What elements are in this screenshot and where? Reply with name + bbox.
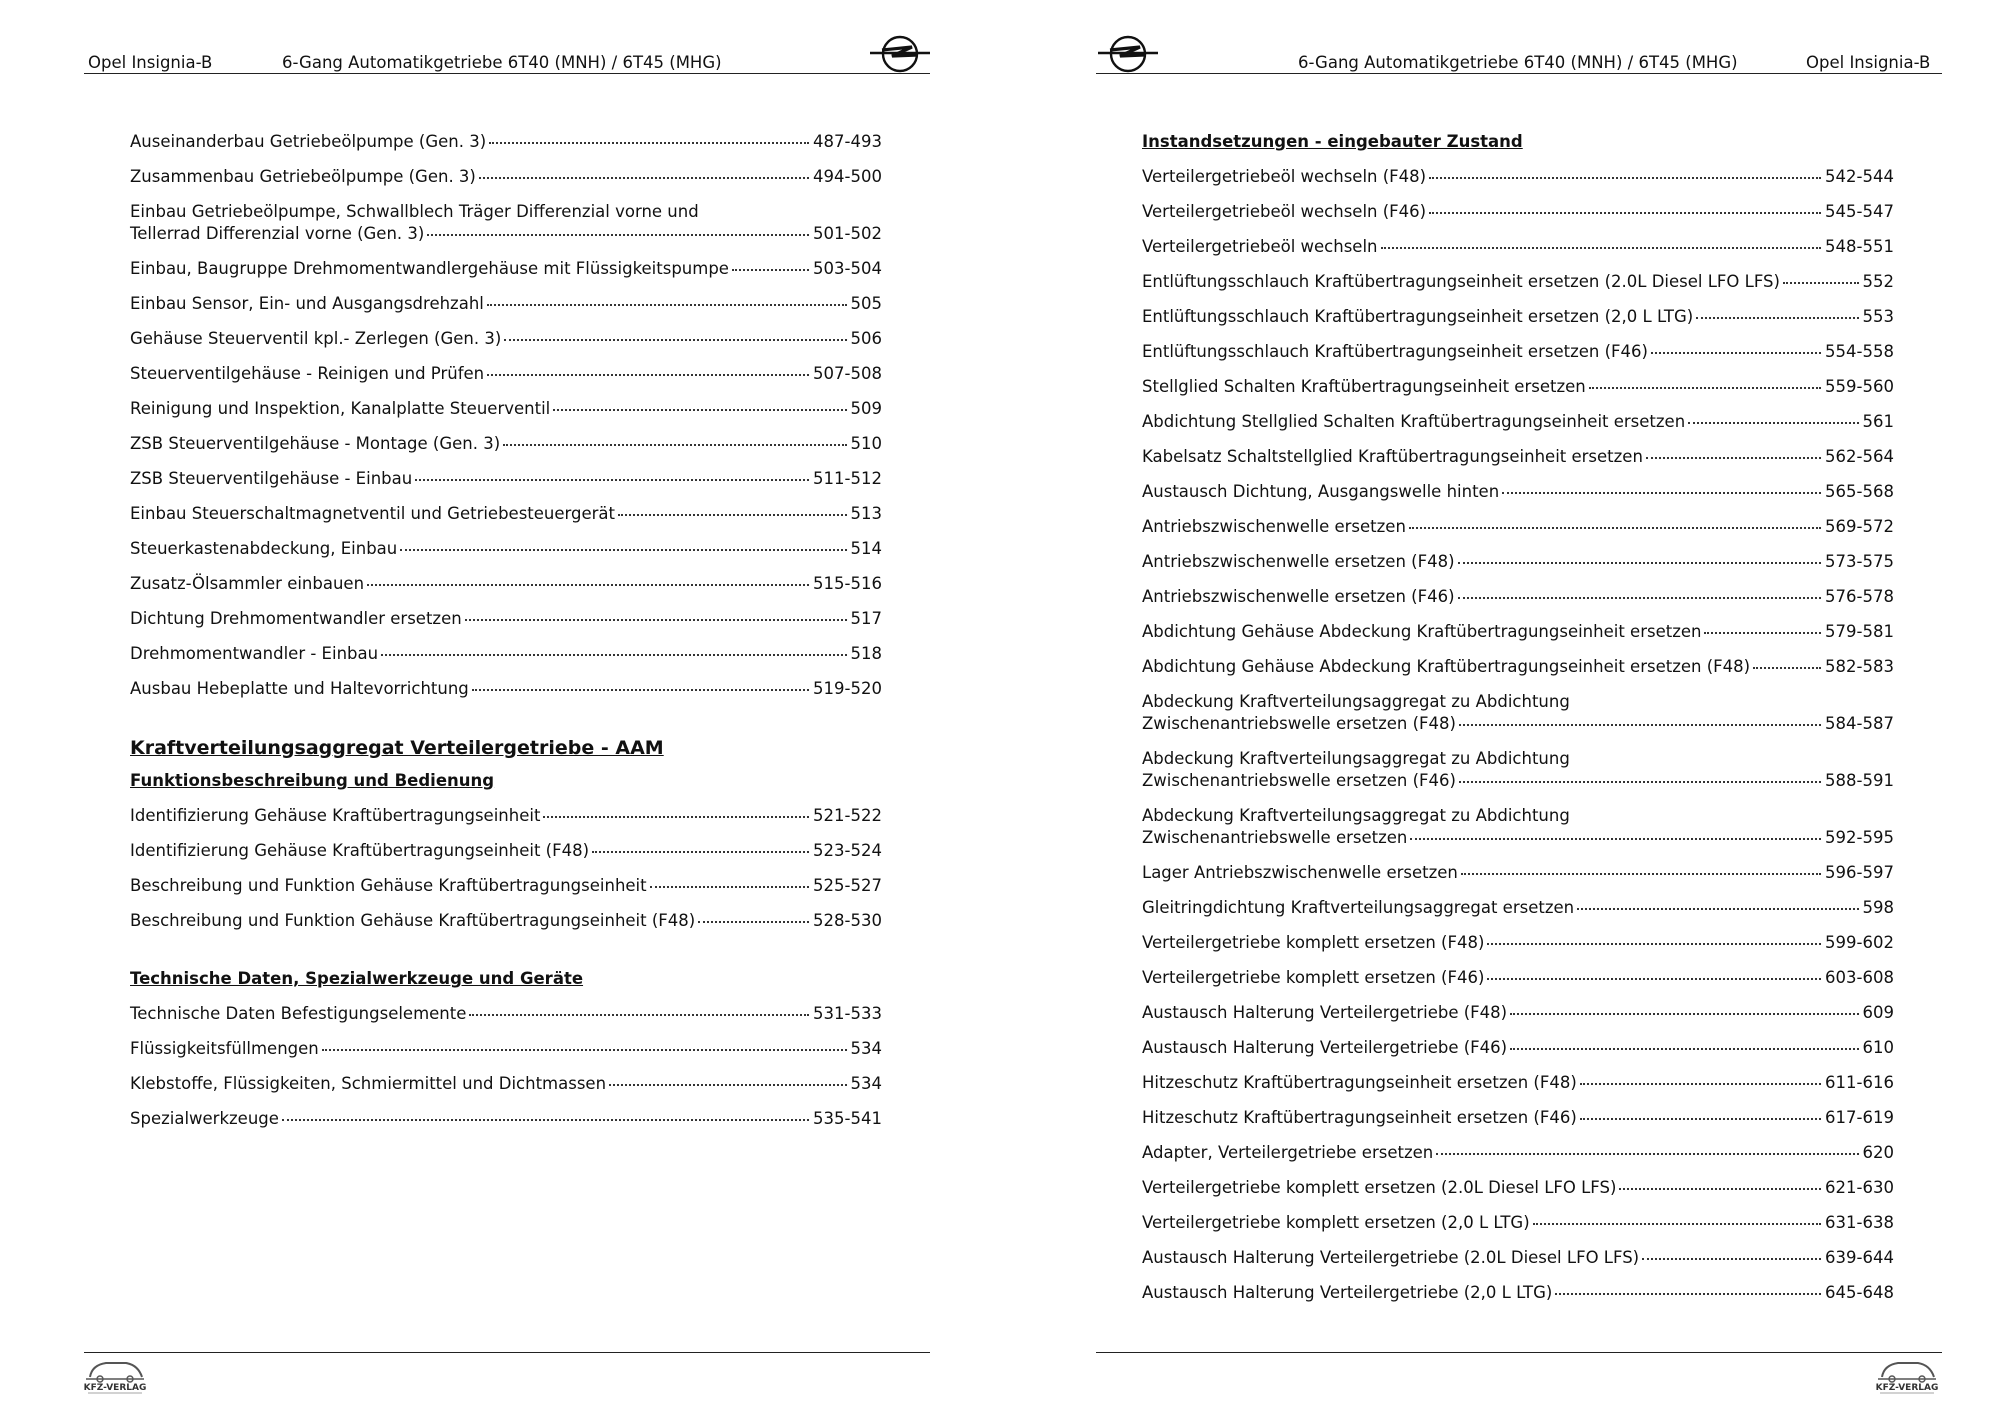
toc-entry-title: Verteilergetriebeöl wechseln — [1142, 237, 1378, 256]
header-title: 6-Gang Automatikgetriebe 6T40 (MNH) / 6T45 (MHG) — [282, 53, 722, 72]
toc-entry-title: Verteilergetriebe komplett ersetzen (F46) — [1142, 968, 1485, 987]
dot-leader — [1646, 457, 1821, 459]
toc-entry-pages: 506 — [850, 329, 882, 348]
section-heading-tech: Technische Daten, Spezialwerkzeuge und Geräte — [130, 969, 584, 988]
dot-leader — [1459, 781, 1821, 783]
toc-entry-title: Zwischenantriebswelle ersetzen (F48) — [1142, 714, 1456, 733]
toc-entry[interactable] — [130, 293, 882, 315]
dot-leader — [400, 549, 846, 551]
dot-leader — [592, 851, 809, 853]
toc-entry[interactable] — [1142, 1142, 1894, 1164]
toc-entry[interactable] — [130, 1073, 882, 1095]
toc-entry-pages: 579-581 — [1825, 622, 1894, 641]
toc-entry-title: Entlüftungsschlauch Kraftübertragungseinheit ersetzen (2,0 L LTG) — [1142, 307, 1694, 326]
toc-entry-pages: 518 — [850, 644, 882, 663]
toc-entry-pages: 494-500 — [813, 167, 882, 186]
toc-entry-pages: 611-616 — [1825, 1073, 1894, 1092]
footer-rule — [1096, 1352, 1942, 1353]
dot-leader — [472, 689, 809, 691]
toc-entry[interactable] — [1142, 341, 1894, 363]
kfz-logo-text: KFZ-VERLAG — [83, 1383, 147, 1393]
toc-entry[interactable] — [130, 328, 882, 350]
toc-entry-title: Verteilergetriebe komplett ersetzen (F48) — [1142, 933, 1485, 952]
opel-logo-icon — [1096, 33, 1160, 73]
toc-entry-pages: 528-530 — [813, 911, 882, 930]
toc-entry-title: Hitzeschutz Kraftübertragungseinheit ersetzen (F46) — [1142, 1108, 1577, 1127]
toc-group-tech — [130, 1003, 882, 1130]
section-heading-func: Funktionsbeschreibung und Bedienung — [130, 771, 495, 790]
toc-entry-pages: 534 — [850, 1039, 882, 1058]
dot-leader — [732, 269, 809, 271]
toc-entry-title: Entlüftungsschlauch Kraftübertragungseinheit ersetzen (F46) — [1142, 342, 1648, 361]
toc-entry-pages: 521-522 — [813, 806, 882, 825]
toc-entry-pages: 598 — [1862, 898, 1894, 917]
toc-entry[interactable] — [1142, 271, 1894, 293]
dot-leader — [1555, 1293, 1821, 1295]
toc-entry-pages: 573-575 — [1825, 552, 1894, 571]
toc-entry-title: Identifizierung Gehäuse Kraftübertragungseinheit (F48) — [130, 841, 590, 860]
toc-entry-title: Austausch Dichtung, Ausgangswelle hinten — [1142, 482, 1500, 501]
header-title: 6-Gang Automatikgetriebe 6T40 (MNH) / 6T45 (MHG) — [1298, 53, 1738, 72]
toc-entry-pages: 548-551 — [1825, 237, 1894, 256]
toc-entry[interactable] — [130, 201, 882, 245]
toc-entry-title: Einbau Steuerschaltmagnetventil und Getriebesteuergerät — [130, 504, 616, 523]
toc-entry-title-line1: Abdeckung Kraftverteilungsaggregat zu Abdichtung — [1142, 749, 1570, 768]
dot-leader — [1487, 978, 1821, 980]
toc-entry-pages: 584-587 — [1825, 714, 1894, 733]
toc-entry-title: Zwischenantriebswelle ersetzen — [1142, 828, 1408, 847]
opel-logo-icon — [868, 33, 932, 73]
dot-leader — [1458, 562, 1822, 564]
toc-entry-title: Steuerkastenabdeckung, Einbau — [130, 539, 398, 558]
toc-entry-title: Einbau Sensor, Ein- und Ausgangsdrehzahl — [130, 294, 484, 313]
toc-entry-pages: 509 — [850, 399, 882, 418]
toc-entry-pages: 545-547 — [1825, 202, 1894, 221]
toc-group-func — [130, 805, 882, 932]
toc-entry-title-line1: Abdeckung Kraftverteilungsaggregat zu Abdichtung — [1142, 692, 1570, 711]
toc-entry-title: Einbau, Baugruppe Drehmomentwandlergehäuse mit Flüssigkeitspumpe — [130, 259, 729, 278]
dot-leader — [1696, 317, 1858, 319]
toc-entry-title: ZSB Steuerventilgehäuse - Einbau — [130, 469, 413, 488]
toc-entry-pages: 596-597 — [1825, 863, 1894, 882]
toc-entry-title: Hitzeschutz Kraftübertragungseinheit ersetzen (F48) — [1142, 1073, 1577, 1092]
dot-leader — [1642, 1258, 1821, 1260]
toc-entry-pages: 561 — [1862, 412, 1894, 431]
toc-entry[interactable] — [1142, 748, 1894, 792]
toc-entry-pages: 542-544 — [1825, 167, 1894, 186]
kfz-verlag-logo-icon — [82, 1355, 148, 1395]
header-rule — [1096, 73, 1942, 74]
toc-entry[interactable] — [130, 433, 882, 455]
toc-entry[interactable] — [130, 503, 882, 525]
toc-entry-pages: 535-541 — [813, 1109, 882, 1128]
toc-entry-title: Gleitringdichtung Kraftverteilungsaggregat ersetzen — [1142, 898, 1575, 917]
toc-entry-pages: 501-502 — [813, 224, 882, 243]
toc-entry-title: Flüssigkeitsfüllmengen — [130, 1039, 319, 1058]
toc-entry-title: Adapter, Verteilergetriebe ersetzen — [1142, 1143, 1434, 1162]
dot-leader — [1704, 632, 1821, 634]
toc-entry[interactable] — [130, 840, 882, 862]
toc-entry[interactable] — [1142, 1177, 1894, 1199]
toc-entry-pages: 519-520 — [813, 679, 882, 698]
dot-leader — [427, 234, 809, 236]
toc-entry-title: Beschreibung und Funktion Gehäuse Kraftübertragungseinheit — [130, 876, 647, 895]
toc-entry-pages: 588-591 — [1825, 771, 1894, 790]
dot-leader — [1577, 908, 1858, 910]
toc-entry-title: Zwischenantriebswelle ersetzen (F46) — [1142, 771, 1456, 790]
dot-leader — [1487, 943, 1821, 945]
toc-entry-title: Tellerrad Differenzial vorne (Gen. 3) — [130, 224, 425, 243]
header-brand: Opel Insignia-B — [88, 53, 213, 72]
toc-entry[interactable] — [1142, 656, 1894, 678]
toc-entry[interactable] — [130, 258, 882, 280]
toc-entry-pages: 515-516 — [813, 574, 882, 593]
toc-entry[interactable] — [130, 1038, 882, 1060]
toc-entry-pages: 513 — [850, 504, 882, 523]
dot-leader — [650, 886, 809, 888]
dot-leader — [1580, 1118, 1821, 1120]
toc-entry-title: Austausch Halterung Verteilergetriebe (2,0 L LTG) — [1142, 1283, 1553, 1302]
toc-entry-title: Abdichtung Stellglied Schalten Kraftübertragungseinheit ersetzen — [1142, 412, 1686, 431]
toc-entry-pages: 610 — [1862, 1038, 1894, 1057]
toc-entry-title: Austausch Halterung Verteilergetriebe (F46) — [1142, 1038, 1508, 1057]
dot-leader — [1458, 597, 1822, 599]
footer-rule — [84, 1352, 930, 1353]
toc-entry-pages: 599-602 — [1825, 933, 1894, 952]
dot-leader — [1429, 177, 1821, 179]
toc-group-top — [130, 131, 882, 700]
toc-entry-pages: 505 — [850, 294, 882, 313]
kfz-verlag-logo-icon — [1874, 1355, 1940, 1395]
toc-entry[interactable] — [1142, 932, 1894, 954]
toc-entry-pages: 531-533 — [813, 1004, 882, 1023]
toc-entry[interactable] — [1142, 1107, 1894, 1129]
toc-entry[interactable] — [1142, 586, 1894, 608]
header-rule — [84, 73, 930, 74]
toc-entry-pages: 620 — [1862, 1143, 1894, 1162]
toc-entry[interactable] — [130, 166, 882, 188]
dot-leader — [1580, 1083, 1821, 1085]
dot-leader — [479, 177, 809, 179]
dot-leader — [1510, 1013, 1858, 1015]
toc-entry[interactable] — [1142, 306, 1894, 328]
toc-entry[interactable] — [130, 1108, 882, 1130]
toc-entry[interactable] — [1142, 621, 1894, 643]
dot-leader — [469, 1014, 809, 1016]
toc-entry-title: Zusammenbau Getriebeölpumpe (Gen. 3) — [130, 167, 476, 186]
toc-entry-title-line1: Abdeckung Kraftverteilungsaggregat zu Abdichtung — [1142, 806, 1570, 825]
toc-entry-title: Austausch Halterung Verteilergetriebe (2.0L Diesel LFO LFS) — [1142, 1248, 1640, 1267]
toc-entry-pages: 639-644 — [1825, 1248, 1894, 1267]
toc-entry-title: Reinigung und Inspektion, Kanalplatte Steuerventil — [130, 399, 551, 418]
toc-entry[interactable] — [130, 805, 882, 827]
toc-entry-title: Ausbau Hebeplatte und Haltevorrichtung — [130, 679, 469, 698]
toc-entry-pages: 562-564 — [1825, 447, 1894, 466]
toc-entry-title: Abdichtung Gehäuse Abdeckung Kraftübertragungseinheit ersetzen — [1142, 622, 1702, 641]
dot-leader — [504, 339, 846, 341]
toc-entry-title: Stellglied Schalten Kraftübertragungseinheit ersetzen — [1142, 377, 1586, 396]
toc-entry[interactable] — [1142, 897, 1894, 919]
dot-leader — [1429, 212, 1821, 214]
toc-entry-pages: 510 — [850, 434, 882, 453]
toc-entry-title: Zusatz-Ölsammler einbauen — [130, 574, 365, 593]
toc-entry-title: Spezialwerkzeuge — [130, 1109, 279, 1128]
header-brand: Opel Insignia-B — [1806, 53, 1931, 72]
toc-entry-title: Verteilergetriebeöl wechseln (F46) — [1142, 202, 1427, 221]
toc-entry[interactable] — [130, 910, 882, 932]
dot-leader — [1589, 387, 1821, 389]
toc-entry-pages: 507-508 — [813, 364, 882, 383]
toc-entry-title: Antriebszwischenwelle ersetzen (F48) — [1142, 552, 1455, 571]
dot-leader — [553, 409, 846, 411]
toc-entry-title: Identifizierung Gehäuse Kraftübertragungseinheit — [130, 806, 541, 825]
dot-leader — [487, 374, 809, 376]
dot-leader — [1410, 838, 1821, 840]
dot-leader — [367, 584, 809, 586]
dot-leader — [1409, 527, 1821, 529]
dot-leader — [1783, 282, 1859, 284]
toc-entry[interactable] — [1142, 1037, 1894, 1059]
toc-entry[interactable] — [1142, 201, 1894, 223]
toc-entry-pages: 569-572 — [1825, 517, 1894, 536]
toc-entry[interactable] — [130, 875, 882, 897]
dot-leader — [1459, 724, 1821, 726]
dot-leader — [1688, 422, 1858, 424]
toc-entry[interactable] — [130, 398, 882, 420]
toc-entry-pages: 621-630 — [1825, 1178, 1894, 1197]
dot-leader — [1619, 1188, 1821, 1190]
toc-entry[interactable] — [1142, 236, 1894, 258]
toc-entry-title: Austausch Halterung Verteilergetriebe (F48) — [1142, 1003, 1508, 1022]
toc-entry-pages: 503-504 — [813, 259, 882, 278]
dot-leader — [1502, 492, 1821, 494]
dot-leader — [1510, 1048, 1858, 1050]
toc-entry-pages: 525-527 — [813, 876, 882, 895]
toc-entry-title: Steuerventilgehäuse - Reinigen und Prüfen — [130, 364, 485, 383]
toc-entry-pages: 511-512 — [813, 469, 882, 488]
toc-entry-pages: 514 — [850, 539, 882, 558]
dot-leader — [618, 514, 846, 516]
toc-entry-pages: 487-493 — [813, 132, 882, 151]
toc-entry-pages: 576-578 — [1825, 587, 1894, 606]
toc-entry-pages: 609 — [1862, 1003, 1894, 1022]
toc-entry-pages: 523-524 — [813, 841, 882, 860]
kfz-logo-text: KFZ-VERLAG — [1875, 1383, 1939, 1393]
section-heading-main: Kraftverteilungsaggregat Verteilergetriebe - AAM — [130, 737, 664, 759]
toc-entry-title: Verteilergetriebe komplett ersetzen (2,0 L LTG) — [1142, 1213, 1530, 1232]
toc-entry-title: Verteilergetriebeöl wechseln (F48) — [1142, 167, 1427, 186]
toc-entry[interactable] — [1142, 1212, 1894, 1234]
dot-leader — [543, 816, 809, 818]
toc-entry[interactable] — [1142, 446, 1894, 468]
toc-entry[interactable] — [1142, 805, 1894, 849]
toc-entry-title: Gehäuse Steuerventil kpl.- Zerlegen (Gen. 3) — [130, 329, 502, 348]
toc-entry-pages: 559-560 — [1825, 377, 1894, 396]
toc-entry[interactable] — [130, 678, 882, 700]
toc-entry[interactable] — [1142, 1072, 1894, 1094]
toc-entry-title: Entlüftungsschlauch Kraftübertragungseinheit ersetzen (2.0L Diesel LFO LFS) — [1142, 272, 1780, 291]
toc-right — [1142, 131, 1894, 1317]
dot-leader — [487, 304, 847, 306]
toc-entry-title: Technische Daten Befestigungselemente — [130, 1004, 467, 1023]
dot-leader — [381, 654, 846, 656]
toc-entry[interactable] — [130, 363, 882, 385]
toc-entry-pages: 645-648 — [1825, 1283, 1894, 1302]
toc-entry[interactable] — [130, 538, 882, 560]
toc-entry[interactable] — [1142, 551, 1894, 573]
toc-entry[interactable] — [130, 1003, 882, 1025]
toc-entry[interactable] — [1142, 862, 1894, 884]
dot-leader — [282, 1119, 809, 1121]
dot-leader — [465, 619, 847, 621]
toc-entry-title: Antriebszwischenwelle ersetzen (F46) — [1142, 587, 1455, 606]
dot-leader — [1381, 247, 1822, 249]
toc-entry-title: Lager Antriebszwischenwelle ersetzen — [1142, 863, 1458, 882]
toc-entry[interactable] — [1142, 1282, 1894, 1304]
toc-entry-title: Beschreibung und Funktion Gehäuse Kraftübertragungseinheit (F48) — [130, 911, 696, 930]
toc-group-repair — [1142, 166, 1894, 1304]
dot-leader — [698, 921, 809, 923]
toc-entry-pages: 582-583 — [1825, 657, 1894, 676]
dot-leader — [1533, 1223, 1821, 1225]
toc-entry-pages: 603-608 — [1825, 968, 1894, 987]
toc-entry[interactable] — [1142, 1247, 1894, 1269]
dot-leader — [1753, 667, 1821, 669]
toc-entry-pages: 552 — [1862, 272, 1894, 291]
toc-entry[interactable] — [1142, 166, 1894, 188]
dot-leader — [489, 142, 809, 144]
toc-entry[interactable] — [130, 573, 882, 595]
right-page — [1000, 0, 2000, 1413]
toc-entry-pages: 631-638 — [1825, 1213, 1894, 1232]
toc-entry-pages: 554-558 — [1825, 342, 1894, 361]
toc-entry-title-line1: Einbau Getriebeölpumpe, Schwallblech Träger Differenzial vorne und — [130, 202, 699, 221]
dot-leader — [503, 444, 846, 446]
dot-leader — [322, 1049, 847, 1051]
toc-entry[interactable] — [1142, 376, 1894, 398]
toc-entry-title: ZSB Steuerventilgehäuse - Montage (Gen. 3) — [130, 434, 501, 453]
toc-entry[interactable] — [1142, 481, 1894, 503]
toc-entry-pages: 565-568 — [1825, 482, 1894, 501]
toc-entry-pages: 553 — [1862, 307, 1894, 326]
toc-entry[interactable] — [130, 131, 882, 153]
toc-entry-pages: 617-619 — [1825, 1108, 1894, 1127]
dot-leader — [415, 479, 809, 481]
toc-entry-title: Antriebszwischenwelle ersetzen — [1142, 517, 1406, 536]
dot-leader — [609, 1084, 846, 1086]
toc-entry[interactable] — [1142, 516, 1894, 538]
toc-entry-title: Auseinanderbau Getriebeölpumpe (Gen. 3) — [130, 132, 487, 151]
toc-entry-pages: 534 — [850, 1074, 882, 1093]
dot-leader — [1651, 352, 1821, 354]
toc-entry-title: Klebstoffe, Flüssigkeiten, Schmiermittel und Dichtmassen — [130, 1074, 607, 1093]
toc-entry-title: Verteilergetriebe komplett ersetzen (2.0L Diesel LFO LFS) — [1142, 1178, 1617, 1197]
toc-entry-pages: 592-595 — [1825, 828, 1894, 847]
toc-entry[interactable] — [1142, 691, 1894, 735]
toc-entry[interactable] — [1142, 1002, 1894, 1024]
toc-entry[interactable] — [130, 643, 882, 665]
toc-entry-title: Kabelsatz Schaltstellglied Kraftübertragungseinheit ersetzen — [1142, 447, 1643, 466]
dot-leader — [1436, 1153, 1858, 1155]
toc-entry-title: Drehmomentwandler - Einbau — [130, 644, 379, 663]
toc-entry[interactable] — [130, 468, 882, 490]
toc-entry[interactable] — [130, 608, 882, 630]
section-heading-repair: Instandsetzungen - eingebauter Zustand — [1142, 132, 1523, 151]
toc-entry-pages: 517 — [850, 609, 882, 628]
toc-entry[interactable] — [1142, 411, 1894, 433]
toc-entry-title: Dichtung Drehmomentwandler ersetzen — [130, 609, 462, 628]
toc-entry-title: Abdichtung Gehäuse Abdeckung Kraftübertragungseinheit ersetzen (F48) — [1142, 657, 1751, 676]
dot-leader — [1461, 873, 1821, 875]
toc-entry[interactable] — [1142, 967, 1894, 989]
toc-left — [130, 131, 882, 1143]
